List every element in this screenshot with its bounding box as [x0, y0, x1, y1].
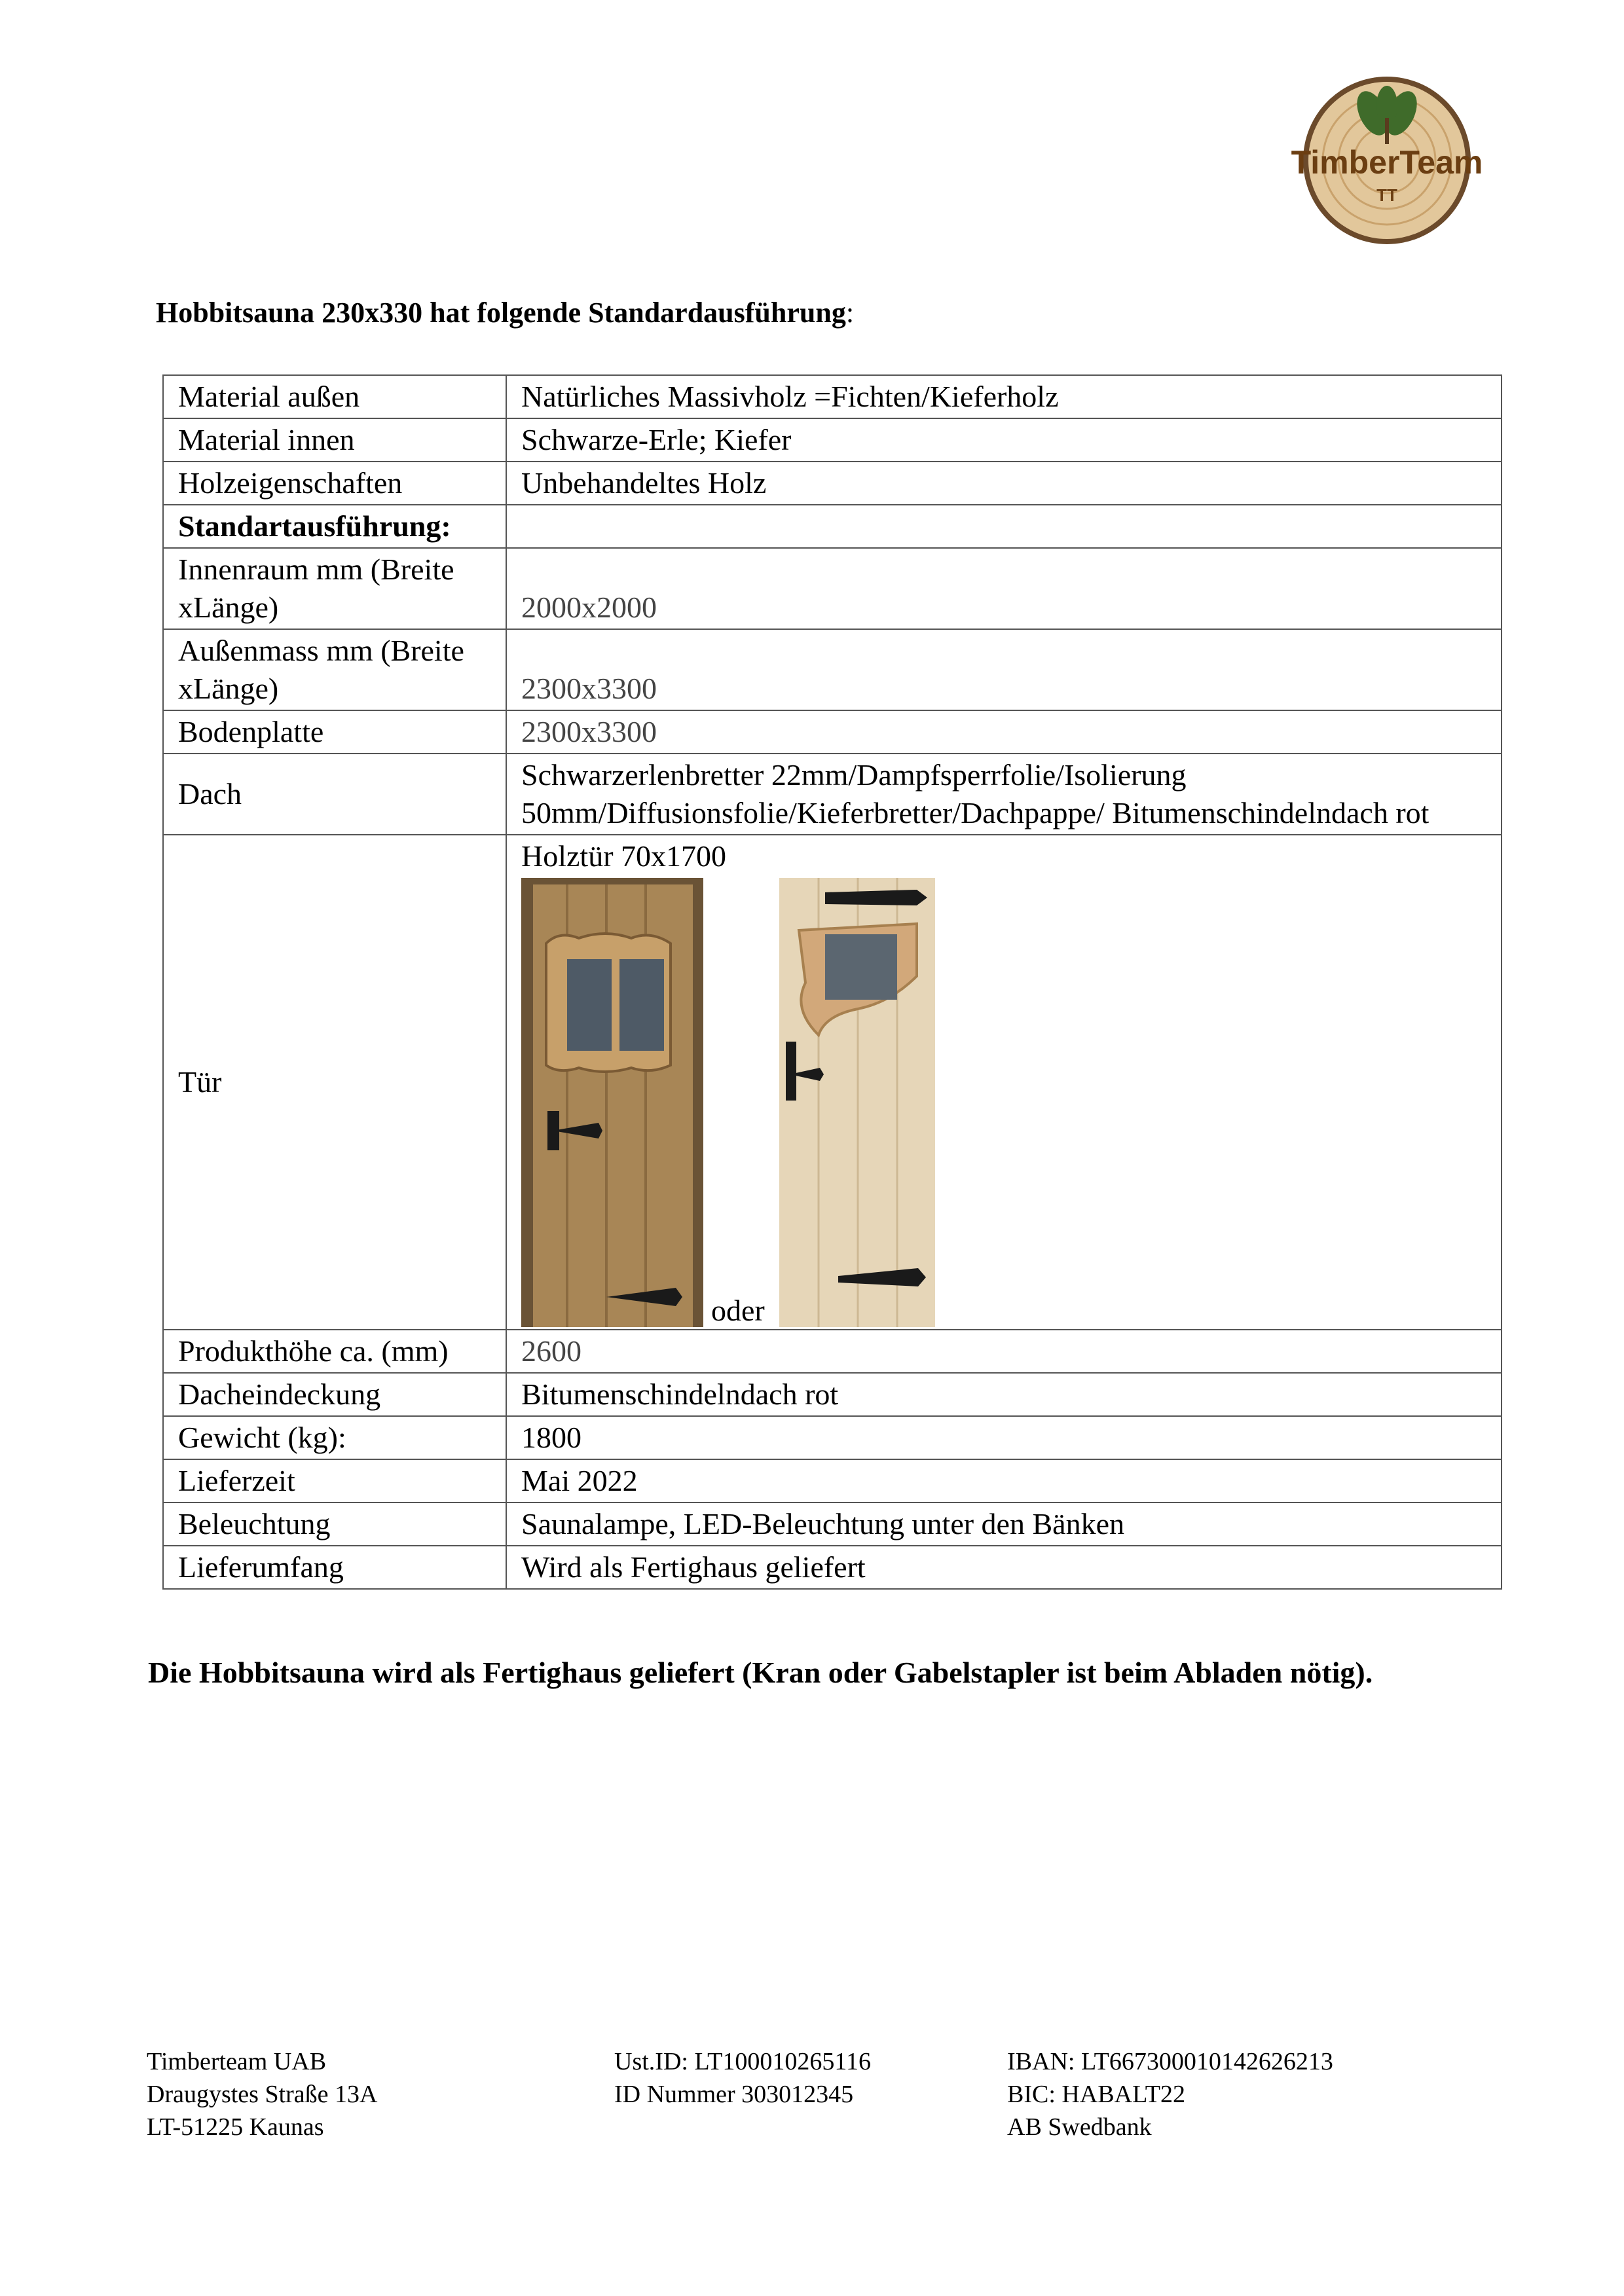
row-value: Unbehandeltes Holz	[506, 462, 1502, 505]
logo-brand: TimberTeam	[1291, 144, 1483, 181]
delivery-note: Die Hobbitsauna wird als Fertighaus geliefert (Kran oder Gabelstapler ist beim Abladen nötig).	[148, 1656, 1373, 1689]
row-label: Gewicht (kg):	[163, 1416, 506, 1459]
row-label: Bodenplatte	[163, 710, 506, 754]
footer-line: Draugystes Straße 13A	[147, 2081, 378, 2108]
row-label: Material innen	[163, 418, 506, 462]
row-value: Schwarzerlenbretter 22mm/Dampfsperrfolie/Isolierung 50mm/Diffusionsfolie/Kieferbretter/Dachpappe/ Bitumenschindelndach rot	[506, 754, 1502, 835]
row-label: Dach	[163, 754, 506, 835]
door-or-text: oder	[711, 1294, 765, 1327]
table-row	[163, 629, 1502, 710]
table-row	[163, 548, 1502, 629]
footer-line: Timberteam UAB	[147, 2048, 327, 2075]
row-label: Holzeigenschaften	[163, 462, 506, 505]
row-value	[506, 505, 1502, 548]
table-row	[163, 375, 1502, 418]
row-label-subheading: Standartausführung:	[163, 505, 506, 548]
table-row	[163, 1459, 1502, 1503]
row-label: Lieferumfang	[163, 1546, 506, 1589]
row-value: Holztür 70x1700	[521, 839, 727, 873]
footer-tax-ids	[614, 2045, 871, 2111]
row-label: Innenraum mm (Breite xLänge)	[163, 548, 506, 629]
table-row-door	[163, 835, 1502, 1330]
page-title	[156, 296, 854, 329]
table-row	[163, 754, 1502, 835]
table-row	[163, 1416, 1502, 1459]
footer-bank	[1007, 2045, 1333, 2143]
logo-mark: TT	[1376, 185, 1397, 205]
row-value: Natürliches Massivholz =Fichten/Kieferholz	[506, 375, 1502, 418]
row-label: Außenmass mm (Breite xLänge)	[163, 629, 506, 710]
row-label: Dacheindeckung	[163, 1373, 506, 1416]
table-row	[163, 1546, 1502, 1589]
row-label: Tür	[163, 835, 506, 1330]
table-row	[163, 1503, 1502, 1546]
page-title-colon: :	[845, 297, 855, 329]
footer-line: AB Swedbank	[1007, 2113, 1152, 2141]
row-value: Wird als Fertighaus geliefert	[506, 1546, 1502, 1589]
row-value: Mai 2022	[506, 1459, 1502, 1503]
row-value: Bitumenschindelndach rot	[506, 1373, 1502, 1416]
row-value: Saunalampe, LED-Beleuchtung unter den Bänken	[506, 1503, 1502, 1546]
footer-line: IBAN: LT667300010142626213	[1007, 2048, 1333, 2075]
row-value: 1800	[506, 1416, 1502, 1459]
door-image-2	[779, 878, 935, 1327]
table-row	[163, 1330, 1502, 1373]
footer-line: Ust.ID: LT100010265116	[614, 2048, 871, 2075]
table-row	[163, 418, 1502, 462]
row-value: 2600	[506, 1330, 1502, 1373]
page-title-text: Hobbitsauna 230x330 hat folgende Standardausführung	[156, 297, 846, 329]
row-label: Material außen	[163, 375, 506, 418]
row-value: 2300x3300	[506, 629, 1502, 710]
timberteam-logo	[1289, 62, 1485, 246]
table-row	[163, 505, 1502, 548]
door-cell	[506, 835, 1502, 1330]
table-row	[163, 1373, 1502, 1416]
row-value: 2300x3300	[506, 710, 1502, 754]
spec-table	[162, 374, 1502, 1590]
footer-line: ID Nummer 303012345	[614, 2081, 854, 2108]
row-label: Produkthöhe ca. (mm)	[163, 1330, 506, 1373]
row-value: 2000x2000	[506, 548, 1502, 629]
door-image-1	[521, 878, 703, 1327]
row-value: Schwarze-Erle; Kiefer	[506, 418, 1502, 462]
footer-line: LT-51225 Kaunas	[147, 2113, 324, 2141]
table-row	[163, 710, 1502, 754]
row-label: Beleuchtung	[163, 1503, 506, 1546]
table-row	[163, 462, 1502, 505]
footer-company	[147, 2045, 377, 2143]
door-images	[521, 875, 1486, 1327]
row-label: Lieferzeit	[163, 1459, 506, 1503]
footer-line: BIC: HABALT22	[1007, 2081, 1186, 2108]
